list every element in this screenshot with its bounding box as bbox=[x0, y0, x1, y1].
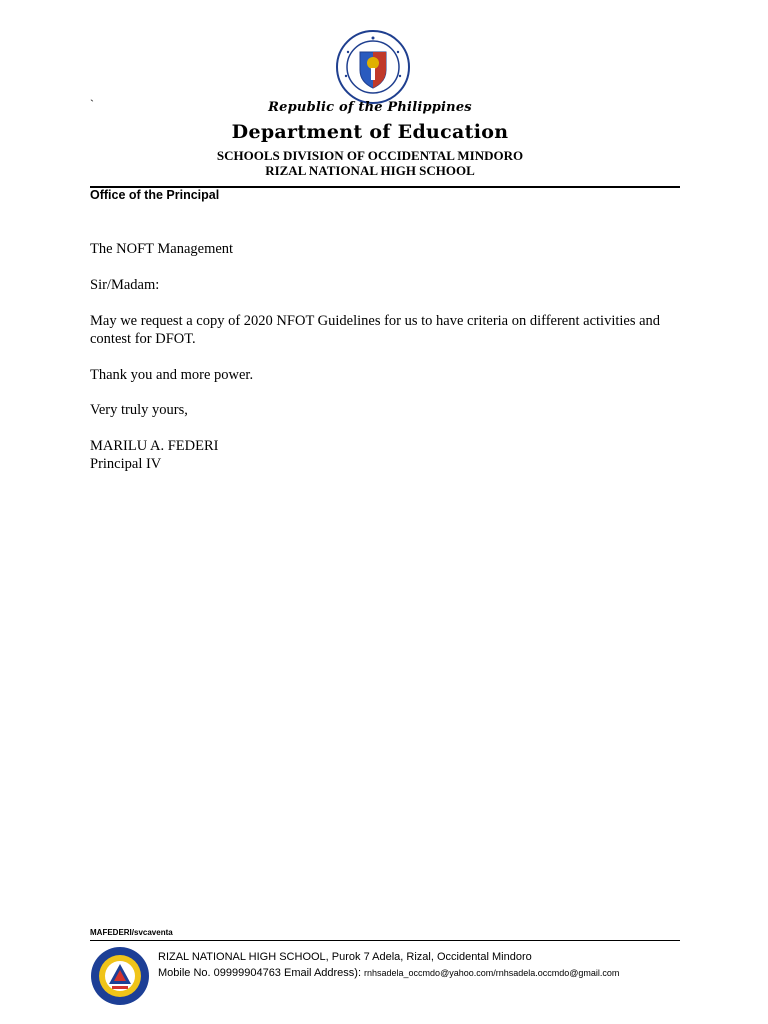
signer-position: Principal IV bbox=[90, 456, 162, 472]
footer-contact-label: Mobile No. 09999904763 Email Address): bbox=[158, 967, 362, 979]
letter-thanks: Thank you and more power. bbox=[90, 367, 254, 383]
footer-contact bbox=[158, 967, 619, 979]
department-heading: Department of Education bbox=[231, 121, 509, 143]
school-heading: RIZAL NATIONAL HIGH SCHOOL bbox=[265, 163, 475, 178]
deped-seal-icon bbox=[336, 30, 410, 104]
letter-request-paragraph: May we request a copy of 2020 NFOT Guidelines for us to have criteria on different activities and contest for DFOT. bbox=[90, 313, 661, 347]
stray-tick-mark: ` bbox=[90, 97, 94, 111]
reference-initials: MAFEDERI/svcaventa bbox=[90, 928, 173, 937]
republic-heading: Republic of the Philippines bbox=[268, 100, 472, 115]
letter-salutation: Sir/Madam: bbox=[90, 277, 160, 293]
footer-email-links[interactable]: rnhsadela_occmdo@yahoo.com/rnhsadela.occmdo@gmail.com bbox=[364, 968, 620, 978]
footer-address: RIZAL NATIONAL HIGH SCHOOL, Purok 7 Adela, Rizal, Occidental Mindoro bbox=[158, 951, 532, 963]
school-logo-icon bbox=[90, 946, 150, 1006]
footer-divider bbox=[90, 940, 680, 941]
division-heading: SCHOOLS DIVISION OF OCCIDENTAL MINDORO bbox=[216, 148, 524, 163]
office-label: Office of the Principal bbox=[90, 188, 220, 202]
letter-closing: Very truly yours, bbox=[90, 402, 188, 418]
signer-name: MARILU A. FEDERI bbox=[90, 438, 219, 454]
letter-recipient: The NOFT Management bbox=[90, 241, 234, 257]
